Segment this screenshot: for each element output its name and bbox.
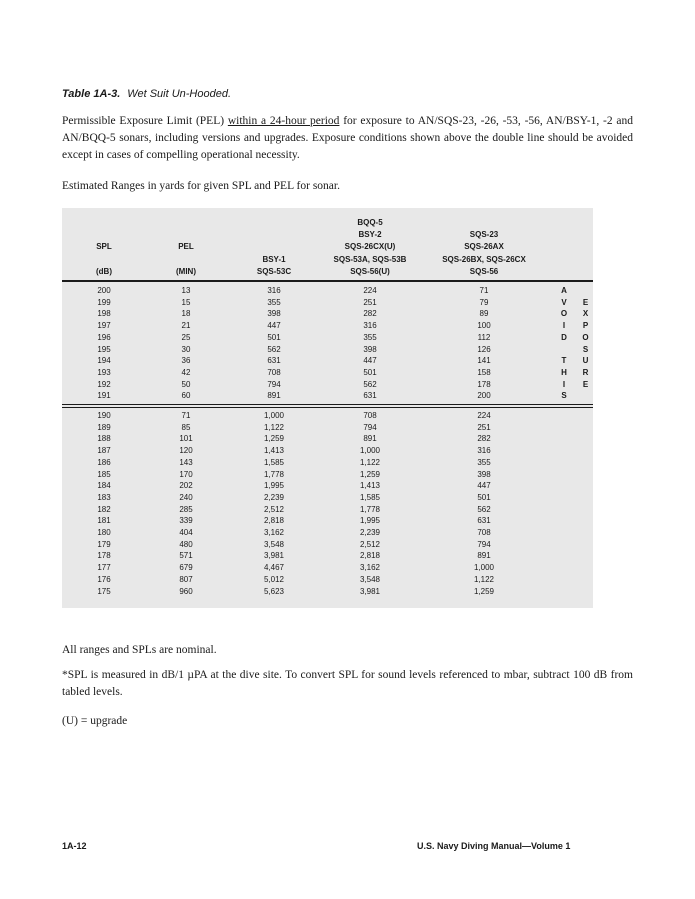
header-cell [578,254,593,266]
table-cell: 120 [179,446,193,456]
table-cell: 193 [97,367,111,377]
table-cell: H [561,367,567,377]
table-row [62,527,593,539]
table-cell: 1,995 [359,516,381,526]
table-cell: 189 [97,422,111,432]
table-cell: X [582,309,589,319]
table-cell: 79 [479,297,489,307]
table-row [62,492,593,504]
table-cell: E [582,297,589,307]
table-cell [578,410,593,422]
table-cell: 181 [97,516,111,526]
table-row [62,586,593,598]
table-cell: 5,623 [263,586,285,596]
table-caption-label: Table 1A-3. [62,88,121,100]
header-cell [62,254,146,266]
table-cell: 186 [97,457,111,467]
table-cell [550,539,578,551]
table-cell: 708 [363,411,377,421]
table-cell: 398 [267,309,281,319]
table-cell: 631 [267,356,281,366]
header-row [62,266,593,278]
table-cell: 3,548 [359,574,381,584]
table-cell: 891 [477,551,491,561]
header-cell: (MIN) [176,266,196,276]
header-cell [578,229,593,241]
table-cell: 1,122 [473,574,495,584]
table-cell: T [561,356,567,366]
header-cell [226,217,322,229]
table-cell: 197 [97,321,111,331]
table-row [62,355,593,367]
table-cell: A [561,286,567,296]
table-cell: 1,259 [359,469,381,479]
table-cell: 198 [97,309,111,319]
table-cell: 240 [179,492,193,502]
table-cell [578,480,593,492]
table-row [62,574,593,586]
header-cell: SPL [96,242,112,252]
table-cell: 177 [97,563,111,573]
header-row [62,241,593,253]
table-cell: 282 [477,434,491,444]
table-cell [578,562,593,574]
table-cell: 200 [97,286,111,296]
table-caption [62,88,231,100]
table-cell: 631 [363,391,377,401]
table-cell: 251 [477,422,491,432]
table-cell: 175 [97,586,111,596]
manual-title: U.S. Navy Diving Manual—Volume 1 [417,841,571,851]
table-cell: 571 [179,551,193,561]
table-row [62,308,593,320]
header-cell: PEL [178,242,194,252]
table-row [62,562,593,574]
table-cell [578,433,593,445]
table-cell: 2,818 [359,551,381,561]
table-cell [550,469,578,481]
header-cell: SQS-53C [256,266,292,276]
table-cell [578,422,593,434]
table-cell: O [560,309,568,319]
table-cell [550,515,578,527]
header-cell [146,254,226,266]
table-cell: 1,413 [359,481,381,491]
table-cell: 224 [477,411,491,421]
header-cell: SQS-23 [469,230,499,240]
table-cell: 178 [477,379,491,389]
table-cell: 101 [179,434,193,444]
table-cell: 3,981 [263,551,285,561]
table-cell: 190 [97,411,111,421]
table-cell: 398 [477,469,491,479]
table-cell [578,574,593,586]
page-number: 1A-12 [62,841,87,851]
table-cell: 200 [477,391,491,401]
table-cell [550,433,578,445]
table-row [62,297,593,309]
table-cell: 176 [97,574,111,584]
table-row [62,410,593,422]
table-cell: 224 [363,286,377,296]
table-cell [550,562,578,574]
table-cell: P [582,321,589,331]
table-cell: 794 [267,379,281,389]
table-cell: 188 [97,434,111,444]
table-cell: 2,818 [263,516,285,526]
table-cell: 192 [97,379,111,389]
table-cell: 1,122 [263,422,285,432]
table-cell: 891 [267,391,281,401]
table-cell: 60 [181,391,191,401]
table-cell: 21 [181,321,191,331]
table-cell: 18 [181,309,191,319]
header-cell [418,217,550,229]
table-cell: 562 [477,504,491,514]
header-cell [226,241,322,253]
table-cell [550,550,578,562]
table-cell: 85 [181,422,191,432]
double-line-rule [62,404,593,408]
header-cell [550,241,578,253]
table-cell [578,539,593,551]
table-cell: 30 [181,344,191,354]
table-cell: 708 [477,528,491,538]
table-row [62,480,593,492]
table-row [62,469,593,481]
table-cell: 794 [363,422,377,432]
table-cell: S [561,391,567,401]
header-cell [550,217,578,229]
intro-paragraph [62,113,633,164]
table-row [62,285,593,297]
table-cell: 708 [267,367,281,377]
table-cell [550,574,578,586]
table-cell [578,504,593,516]
table-cell: 891 [363,434,377,444]
table-row [62,379,593,391]
table-cell: 100 [477,321,491,331]
table-cell: 179 [97,539,111,549]
table-cell: 36 [181,356,191,366]
table-cell: 501 [363,367,377,377]
header-cell [62,229,146,241]
intro-underlined-phrase: within a 24-hour period [227,114,340,127]
table-cell: 404 [179,528,193,538]
table-header [62,208,593,278]
table-cell: 1,995 [263,481,285,491]
table-cell: 3,981 [359,586,381,596]
table-cell: 199 [97,297,111,307]
table-cell: 562 [363,379,377,389]
table-cell [550,527,578,539]
table-cell: 195 [97,344,111,354]
table-cell: 631 [477,516,491,526]
table-cell: 339 [179,516,193,526]
table-row [62,539,593,551]
table-cell [550,445,578,457]
header-cell: SQS-53A, SQS-53B [333,254,407,264]
table-row [62,445,593,457]
header-row [62,217,593,229]
table-cell: 71 [181,411,191,421]
header-cell [146,217,226,229]
table-row [62,433,593,445]
table-cell: 191 [97,391,111,401]
table-cell [550,492,578,504]
table-cell: 1,585 [359,492,381,502]
table-cell: 178 [97,551,111,561]
table-cell [550,504,578,516]
header-row [62,254,593,266]
table-cell: 480 [179,539,193,549]
header-cell [578,217,593,229]
table-cell: 187 [97,446,111,456]
table-cell [578,492,593,504]
table-cell [550,410,578,422]
table-cell [550,586,578,598]
table-cell: 447 [363,356,377,366]
table-cell [578,550,593,562]
table-row [62,367,593,379]
intro-text-after: for exposure to AN/SQS-23, -26, -53, -56, AN/BSY-1, -2 and AN/BQQ-5 sonars, including versions and upgrades. Exposure conditions shown above the double line should be avoided except in cases of compelling operational necessity. [62,114,633,161]
header-cell [226,229,322,241]
table-caption-title: Wet Suit Un-Hooded. [127,88,232,100]
table-cell: 1,000 [263,411,285,421]
table-cell: 42 [181,367,191,377]
table-cell [550,457,578,469]
table-cell: O [582,332,589,342]
table-cell [550,344,578,356]
table-cell: 398 [363,344,377,354]
table-cell: 50 [181,379,191,389]
pel-range-table [62,208,593,608]
note-upgrade: (U) = upgrade [62,714,128,727]
table-cell: 143 [179,457,193,467]
table-rows-above-double-line [62,282,593,402]
header-cell: SQS-56 [469,266,499,276]
table-cell: 1,413 [263,446,285,456]
table-cell: 355 [363,332,377,342]
table-cell: I [562,379,566,389]
table-cell: 2,239 [359,528,381,538]
note-spl-measurement: *SPL is measured in dB/1 µPA at the dive site. To convert SPL for sound levels referenced to mbar, subtract 100 dB from tabled levels. [62,668,633,698]
table-cell: 1,259 [263,434,285,444]
table-cell: 25 [181,332,191,342]
header-row [62,229,593,241]
table-cell: 1,778 [359,504,381,514]
table-cell: 355 [477,457,491,467]
table-cell: 355 [267,297,281,307]
table-cell: 141 [477,356,491,366]
table-cell: E [582,379,589,389]
header-cell: BSY-1 [262,254,286,264]
table-cell: V [561,297,567,307]
table-cell [578,515,593,527]
table-cell: 196 [97,332,111,342]
table-cell [550,480,578,492]
table-cell [578,469,593,481]
table-cell: 5,012 [263,574,285,584]
header-cell [550,266,578,278]
table-cell: 3,162 [359,563,381,573]
table-row [62,332,593,344]
table-cell: 13 [181,286,191,296]
table-cell: 4,467 [263,563,285,573]
header-cell: SQS-56(U) [350,266,390,276]
table-cell: 170 [179,469,193,479]
table-cell: 1,585 [263,457,285,467]
table-cell: 2,512 [263,504,285,514]
table-row [62,457,593,469]
table-cell: 185 [97,469,111,479]
table-cell: 126 [477,344,491,354]
table-cell: 194 [97,356,111,366]
table-cell: 182 [97,504,111,514]
table-cell: 447 [477,481,491,491]
table-row [62,422,593,434]
table-row [62,504,593,516]
table-cell: 1,000 [359,446,381,456]
table-cell: 89 [479,309,489,319]
table-row [62,550,593,562]
table-cell [550,422,578,434]
table-cell: 3,162 [263,528,285,538]
intro-text-before: Permissible Exposure Limit (PEL) [62,114,228,127]
header-cell: BQQ-5 [357,218,383,227]
table-cell: 1,000 [473,563,495,573]
table-cell: 562 [267,344,281,354]
table-cell [578,285,593,297]
table-row [62,515,593,527]
table-row [62,344,593,356]
table-cell [578,445,593,457]
table-cell: 1,778 [263,469,285,479]
table-row [62,390,593,402]
table-rows-below-double-line [62,410,593,597]
header-cell [62,217,146,229]
table-cell: 3,548 [263,539,285,549]
table-cell: 807 [179,574,193,584]
header-cell [550,254,578,266]
header-cell: (dB) [96,266,112,276]
table-cell: 679 [179,563,193,573]
header-cell [578,266,593,278]
header-cell: BSY-2 [358,230,382,240]
table-cell: 501 [477,492,491,502]
table-cell: 2,239 [263,492,285,502]
table-cell: 447 [267,321,281,331]
header-cell: SQS-26CX(U) [344,242,396,252]
table-cell: 285 [179,504,193,514]
note-nominal: All ranges and SPLs are nominal. [62,643,217,656]
table-cell: 251 [363,297,377,307]
table-cell: 180 [97,528,111,538]
table-cell: 1,259 [473,586,495,596]
header-cell [550,229,578,241]
table-cell: 316 [477,446,491,456]
table-cell: 112 [477,332,491,342]
table-cell: 316 [267,286,281,296]
table-cell: 1,122 [359,457,381,467]
table-cell: 183 [97,492,111,502]
table-cell [578,390,593,402]
table-cell [578,457,593,469]
table-cell: S [582,344,589,354]
header-cell: SQS-26AX [464,242,504,252]
table-cell: 794 [477,539,491,549]
table-cell: 501 [267,332,281,342]
table-cell: 960 [179,586,193,596]
header-cell [146,229,226,241]
table-cell: 2,512 [359,539,381,549]
table-cell: U [582,356,589,366]
table-cell [578,527,593,539]
table-cell: D [561,332,567,342]
table-cell [578,586,593,598]
table-cell: 71 [479,286,489,296]
subtitle: Estimated Ranges in yards for given SPL and PEL for sonar. [62,179,340,192]
table-row [62,320,593,332]
table-cell: 202 [179,481,193,491]
header-cell: SQS-26BX, SQS-26CX [442,254,526,264]
header-cell [578,241,593,253]
table-cell: 316 [363,321,377,331]
table-cell: 158 [477,367,491,377]
table-cell: 15 [181,297,191,307]
table-cell: 184 [97,481,111,491]
table-cell: R [582,367,589,377]
table-cell: I [562,321,566,331]
table-cell: 282 [363,309,377,319]
